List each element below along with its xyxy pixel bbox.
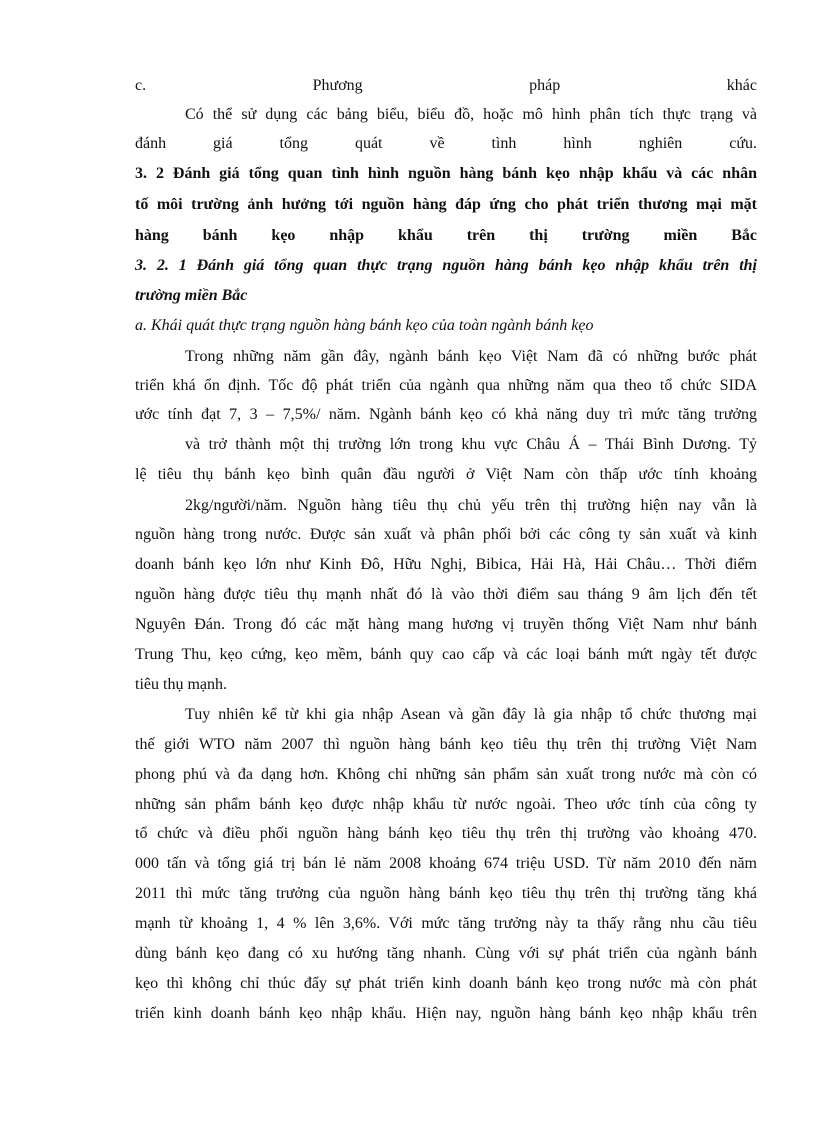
- paragraph-line: những sản phẩm bánh kẹo được nhập khẩu từ nước ngoài. Theo ước tính của công ty: [135, 796, 757, 813]
- paragraph-line: triển khá ổn định. Tốc độ phát triển của ngành qua những năm qua theo tổ chức SIDA: [135, 377, 757, 394]
- paragraph-line: doanh bánh kẹo lớn như Kinh Đô, Hữu Nghị, Bibica, Hải Hà, Hải Châu… Thời điểm: [135, 556, 757, 573]
- subheading-a: a. Khái quát thực trạng nguồn hàng bánh kẹo của toàn ngành bánh kẹo: [135, 317, 594, 334]
- paragraph-line: triển kinh doanh bánh kẹo nhập khẩu. Hiện nay, nguồn hàng bánh kẹo nhập khẩu trên: [135, 1005, 757, 1022]
- paragraph-line: Có thể sử dụng các bảng biểu, biểu đồ, hoặc mô hình phân tích thực trạng và: [185, 106, 757, 123]
- paragraph-line: đánh giá tổng quát về tình hình nghiên cứu.: [135, 135, 757, 152]
- paragraph-line: 2011 thì mức tăng trưởng của nguồn hàng bánh kẹo tiêu thụ trên thị trường tăng khá: [135, 885, 757, 902]
- paragraph-line: nguồn hàng trong nước. Được sản xuất và phân phối bởi các công ty sản xuất và kinh: [135, 526, 757, 543]
- paragraph-line: lệ tiêu thụ bánh kẹo bình quân đầu người ở Việt Nam còn thấp ước tính khoảng: [135, 466, 757, 483]
- paragraph-line: và trở thành một thị trường lớn trong khu vực Châu Á – Thái Bình Dương. Tỷ: [185, 436, 757, 453]
- paragraph-line: thế giới WTO năm 2007 thì nguồn hàng bánh kẹo tiêu thụ trên thị trường Việt Nam: [135, 736, 757, 753]
- subsection-heading-3-2-1: 3. 2. 1 Đánh giá tổng quan thực trạng nguồn hàng bánh kẹo nhập khẩu trên thị: [135, 257, 757, 274]
- paragraph-line: ước tính đạt 7, 3 – 7,5%/ năm. Ngành bánh kẹo có khả năng duy trì mức tăng trưởng: [135, 406, 757, 423]
- paragraph-line: mạnh từ khoảng 1, 4 % lên 3,6%. Với mức tăng trưởng này ta thấy rằng nhu cầu tiêu: [135, 915, 757, 932]
- paragraph-line: Nguyên Đán. Trong đó các mặt hàng mang hương vị truyền thống Việt Nam như bánh: [135, 616, 757, 633]
- paragraph-line: nguồn hàng được tiêu thụ mạnh nhất đó là vào thời điểm sau tháng 9 âm lịch đến tết: [135, 586, 757, 603]
- paragraph-line: Trung Thu, kẹo cứng, kẹo mềm, bánh quy cao cấp và các loại bánh mứt ngày tết được: [135, 646, 757, 663]
- paragraph-line: Trong những năm gần đây, ngành bánh kẹo Việt Nam đã có những bước phát: [185, 348, 757, 365]
- section-heading-3-2: 3. 2 Đánh giá tổng quan tình hình nguồn hàng bánh kẹo nhập khẩu và các nhân: [135, 165, 757, 182]
- paragraph-line: kẹo thì không chỉ thúc đẩy sự phát triển kinh doanh bánh kẹo trong nước mà còn phát: [135, 975, 757, 992]
- section-heading-c: c. Phương pháp khác: [135, 77, 757, 94]
- paragraph-line: tổ chức và điều phối nguồn hàng bánh kẹo tiêu thụ trên thị trường vào khoảng 470.: [135, 825, 757, 842]
- paragraph-line: 000 tấn và tổng giá trị bán lẻ năm 2008 khoảng 674 triệu USD. Từ năm 2010 đến năm: [135, 855, 757, 872]
- paragraph-line: tiêu thụ mạnh.: [135, 676, 227, 693]
- paragraph-line: phong phú và đa dạng hơn. Không chỉ những sản phẩm sản xuất trong nước mà còn có: [135, 766, 757, 783]
- section-heading-3-2: tố môi trường ảnh hưởng tới nguồn hàng đáp ứng cho phát triển thương mại mặt: [135, 196, 757, 213]
- section-heading-3-2: hàng bánh kẹo nhập khẩu trên thị trường miền Bắc: [135, 227, 757, 244]
- paragraph-line: dùng bánh kẹo đang có xu hướng tăng nhanh. Cùng với sự phát triển của ngành bánh: [135, 945, 757, 962]
- paragraph-line: Tuy nhiên kể từ khi gia nhập Asean và gần đây là gia nhập tổ chức thương mại: [185, 706, 757, 723]
- paragraph-line: 2kg/người/năm. Nguồn hàng tiêu thụ chủ yếu trên thị trường hiện nay vẫn là: [185, 497, 757, 514]
- subsection-heading-3-2-1: trường miền Bắc: [135, 287, 248, 304]
